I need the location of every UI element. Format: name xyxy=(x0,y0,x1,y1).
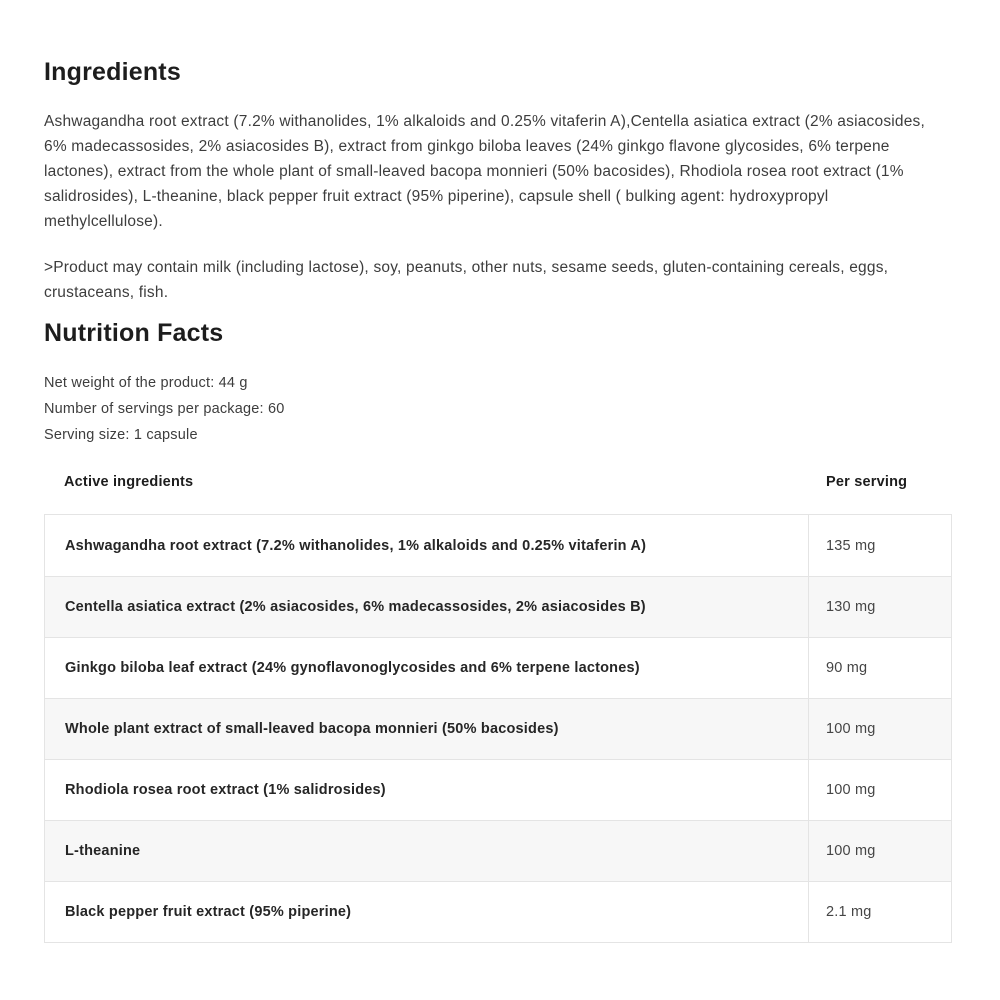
ingredient-name: L-theanine xyxy=(65,843,141,859)
column-header-per-serving: Per serving xyxy=(826,474,908,490)
table-row xyxy=(45,759,951,820)
nutrition-facts-title: Nutrition Facts xyxy=(44,319,224,347)
table-row xyxy=(45,515,951,576)
servings-per-package-line: Number of servings per package: 60 xyxy=(44,401,285,417)
nutrition-details xyxy=(44,370,952,448)
ingredient-name: Ashwagandha root extract (7.2% withanolides, 1% alkaloids and 0.25% vitaferin A) xyxy=(65,537,647,554)
ingredient-amount: 135 mg xyxy=(808,515,951,576)
ingredients-description: Ashwagandha root extract (7.2% withanolides, 1% alkaloids and 0.25% vitaferin A),Centella asiatica extract (2% asiacosides, 6% madecassosides, 2% asiacosides B), extract from ginkgo biloba leaves (24% ginkgo flavone glycosides, 6% terpene lactones), extract from the whole plant of small-leaved bacopa monnieri (50% bacosides), Rhodiola rosea root extract (1% salidrosides), L-theanine, black pepper fruit extract (95% piperine), capsule shell ( bulking agent: hydroxypropyl methylcellulose). xyxy=(44,113,926,230)
ingredient-name: Rhodiola rosea root extract (1% salidrosides) xyxy=(65,782,386,798)
nutrition-table-header xyxy=(44,474,952,490)
ingredient-name: Black pepper fruit extract (95% piperine) xyxy=(65,904,352,920)
net-weight-line: Net weight of the product: 44 g xyxy=(44,375,248,391)
nutrition-table xyxy=(44,514,952,943)
ingredient-amount: 2.1 mg xyxy=(808,882,951,942)
ingredient-name: Centella asiatica extract (2% asiacosides, 6% madecassosides, 2% asiacosides B) xyxy=(65,599,646,615)
ingredient-amount: 100 mg xyxy=(808,821,951,881)
allergen-note: >Product may contain milk (including lactose), soy, peanuts, other nuts, sesame seeds, gluten-containing cereals, eggs, crustaceans, fish. xyxy=(44,259,889,301)
table-row xyxy=(45,698,951,759)
ingredient-amount: 100 mg xyxy=(808,699,951,759)
table-row xyxy=(45,576,951,637)
table-row xyxy=(45,881,951,942)
table-row xyxy=(45,820,951,881)
ingredients-title: Ingredients xyxy=(44,58,181,86)
serving-size-line: Serving size: 1 capsule xyxy=(44,427,198,443)
ingredient-amount: 90 mg xyxy=(808,638,951,698)
ingredient-amount: 100 mg xyxy=(808,760,951,820)
ingredients-section xyxy=(44,58,952,305)
nutrition-facts-section xyxy=(44,319,952,943)
ingredient-name: Whole plant extract of small-leaved bacopa monnieri (50% bacosides) xyxy=(65,721,559,737)
column-header-active-ingredients: Active ingredients xyxy=(64,474,194,490)
table-row xyxy=(45,637,951,698)
ingredient-name: Ginkgo biloba leaf extract (24% gynoflavonoglycosides and 6% terpene lactones) xyxy=(65,660,640,676)
ingredient-amount: 130 mg xyxy=(808,577,951,637)
